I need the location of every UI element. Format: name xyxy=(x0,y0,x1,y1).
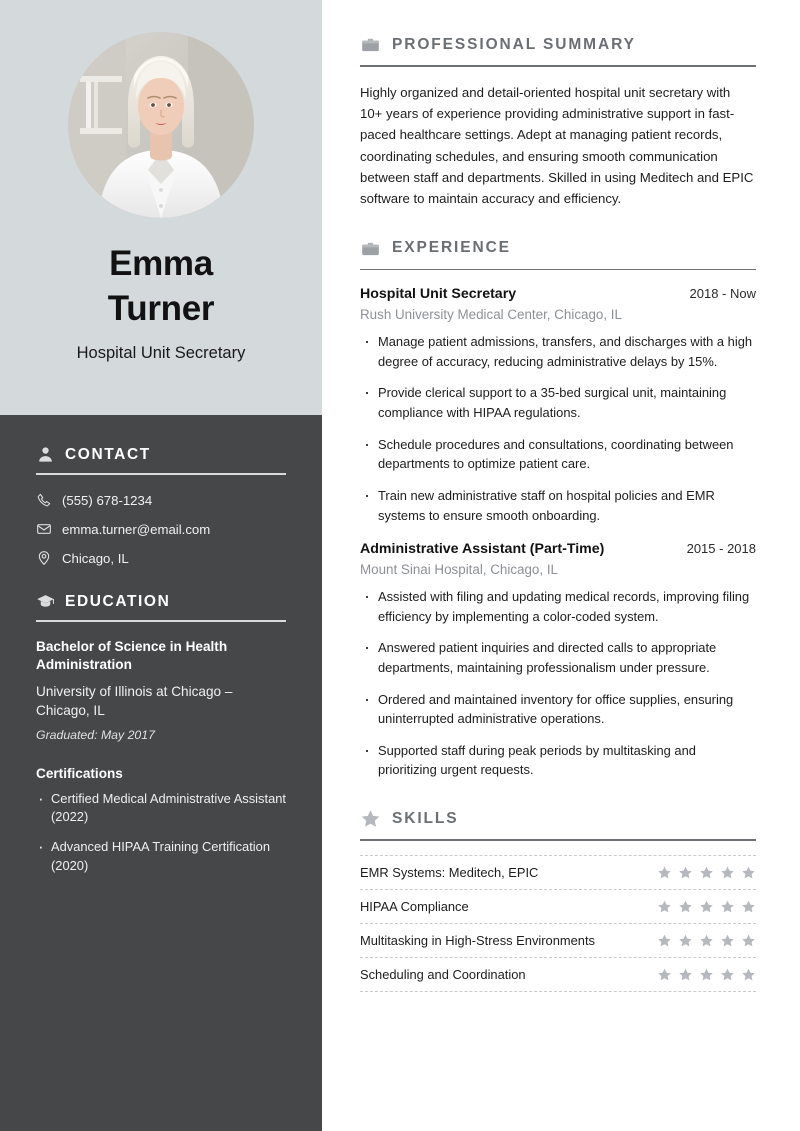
skills-divider xyxy=(360,839,756,841)
education-date: Graduated: May 2017 xyxy=(36,727,155,742)
education-divider xyxy=(36,620,286,622)
main-content xyxy=(322,0,800,1131)
skills-list xyxy=(360,855,756,992)
contact-divider xyxy=(36,473,286,475)
experience-date: 2018 - Now xyxy=(689,286,756,302)
education-degree: Bachelor of Science in Health Administration xyxy=(36,639,228,673)
experience-date: 2015 - 2018 xyxy=(686,541,756,557)
star-icon xyxy=(699,967,714,982)
education-heading-label: EDUCATION xyxy=(65,592,171,610)
star-icon xyxy=(657,865,672,880)
star-icon xyxy=(657,967,672,982)
star-icon xyxy=(720,967,735,982)
first-name: Emma xyxy=(109,244,213,283)
star-icon xyxy=(678,933,693,948)
experience-section xyxy=(360,238,756,780)
star-icon xyxy=(741,899,756,914)
list-item: · Manage patient admissions, transfers, and discharges with a high degree of accuracy, reducing administrative delays by 15%. xyxy=(360,332,756,371)
star-icon xyxy=(720,933,735,948)
summary-section xyxy=(360,34,756,210)
star-icon xyxy=(741,967,756,982)
summary-divider xyxy=(360,65,756,67)
list-item: · Schedule procedures and consultations, coordinating between departments to optimize patient care. xyxy=(360,435,756,474)
contact-section xyxy=(36,445,286,566)
contact-location[interactable] xyxy=(36,550,286,566)
list-item: · Ordered and maintained inventory for office supplies, ensuring uninterrupted administrative operations. xyxy=(360,690,756,729)
skills-section xyxy=(360,808,756,992)
list-item: · Assisted with filing and updating medical records, improving filing efficiency by implementing a color-coded system. xyxy=(360,587,756,626)
location-pin-icon xyxy=(36,550,52,566)
table-row xyxy=(360,958,756,992)
summary-heading xyxy=(360,34,756,55)
star-icon xyxy=(360,808,381,829)
headline: Hospital Unit Secretary xyxy=(76,343,246,362)
briefcase-icon xyxy=(360,34,381,55)
table-row xyxy=(360,890,756,924)
certifications-title: Certifications xyxy=(36,765,123,781)
experience-role: Administrative Assistant (Part-Time) xyxy=(360,541,605,558)
sidebar-body xyxy=(0,415,322,1131)
star-icon xyxy=(720,899,735,914)
sidebar-header xyxy=(0,0,322,415)
experience-entry xyxy=(360,286,756,525)
skill-name: Scheduling and Coordination xyxy=(360,966,526,982)
contact-location-value: Chicago, IL xyxy=(62,550,129,566)
skill-name: EMR Systems: Meditech, EPIC xyxy=(360,864,539,880)
table-row xyxy=(360,924,756,958)
skill-rating xyxy=(657,933,756,948)
skills-heading xyxy=(360,808,756,829)
skill-rating xyxy=(657,899,756,914)
experience-bullets xyxy=(360,587,756,780)
experience-entry xyxy=(360,541,756,780)
education-heading xyxy=(36,592,286,611)
graduation-cap-icon xyxy=(36,592,55,611)
education-entry xyxy=(36,638,286,742)
sidebar xyxy=(0,0,322,1131)
skill-name: HIPAA Compliance xyxy=(360,898,469,914)
skill-rating xyxy=(657,865,756,880)
experience-divider xyxy=(360,269,756,271)
list-item: · Provide clerical support to a 35-bed surgical unit, maintaining compliance with HIPAA regulations. xyxy=(360,383,756,422)
star-icon xyxy=(741,933,756,948)
star-icon xyxy=(741,865,756,880)
certifications-list xyxy=(36,790,286,876)
experience-heading xyxy=(360,238,756,259)
contact-phone[interactable] xyxy=(36,492,286,508)
briefcase-icon xyxy=(360,238,381,259)
star-icon xyxy=(720,865,735,880)
summary-heading-label: PROFESSIONAL SUMMARY xyxy=(392,35,636,53)
contact-email-value: emma.turner@email.com xyxy=(62,521,211,537)
page-title xyxy=(108,242,214,332)
table-row xyxy=(360,855,756,890)
experience-role: Hospital Unit Secretary xyxy=(360,286,517,303)
star-icon xyxy=(657,899,672,914)
list-item: · Train new administrative staff on hospital policies and EMR systems to ensure smooth onboarding. xyxy=(360,486,756,525)
education-school: University of Illinois at Chicago – Chicago, IL xyxy=(36,683,233,719)
contact-list xyxy=(36,492,286,566)
skill-name: Multitasking in High-Stress Environments xyxy=(360,932,595,948)
portrait-photo-icon xyxy=(68,32,254,218)
list-item: · Advanced HIPAA Training Certification (2020) xyxy=(36,838,286,876)
contact-email[interactable] xyxy=(36,521,286,537)
experience-heading-label: EXPERIENCE xyxy=(392,239,511,257)
star-icon xyxy=(699,865,714,880)
experience-entry-header xyxy=(360,286,756,302)
email-icon xyxy=(36,521,52,537)
contact-phone-value: (555) 678-1234 xyxy=(62,492,153,508)
list-item: · Answered patient inquiries and directed calls to appropriate departments, maintaining professionalism under pressure. xyxy=(360,638,756,677)
experience-entry-header xyxy=(360,541,756,557)
avatar xyxy=(68,32,254,218)
contact-heading xyxy=(36,445,286,464)
person-icon xyxy=(36,445,55,464)
star-icon xyxy=(678,865,693,880)
star-icon xyxy=(657,933,672,948)
experience-bullets xyxy=(360,332,756,525)
skill-rating xyxy=(657,967,756,982)
star-icon xyxy=(678,967,693,982)
education-section xyxy=(36,592,286,876)
list-item: · Certified Medical Administrative Assistant (2022) xyxy=(36,790,286,828)
experience-organization: Mount Sinai Hospital, Chicago, IL xyxy=(360,562,558,578)
experience-organization: Rush University Medical Center, Chicago, IL xyxy=(360,307,622,323)
star-icon xyxy=(699,933,714,948)
last-name: Turner xyxy=(107,288,215,328)
phone-icon xyxy=(36,492,52,508)
summary-text: Highly organized and detail-oriented hospital unit secretary with 10+ years of experience providing administrative support in fast-paced healthcare settings. Adept at managing patient records, coordinating schedules, and ensuring smooth communication between staff and departments. Skilled in using Meditech and EPIC software to maintain accuracy and efficiency. xyxy=(360,84,754,207)
skills-heading-label: SKILLS xyxy=(392,809,459,827)
list-item: · Supported staff during peak periods by multitasking and prioritizing urgent requests. xyxy=(360,741,756,780)
star-icon xyxy=(699,899,714,914)
star-icon xyxy=(678,899,693,914)
contact-heading-label: CONTACT xyxy=(65,445,151,463)
